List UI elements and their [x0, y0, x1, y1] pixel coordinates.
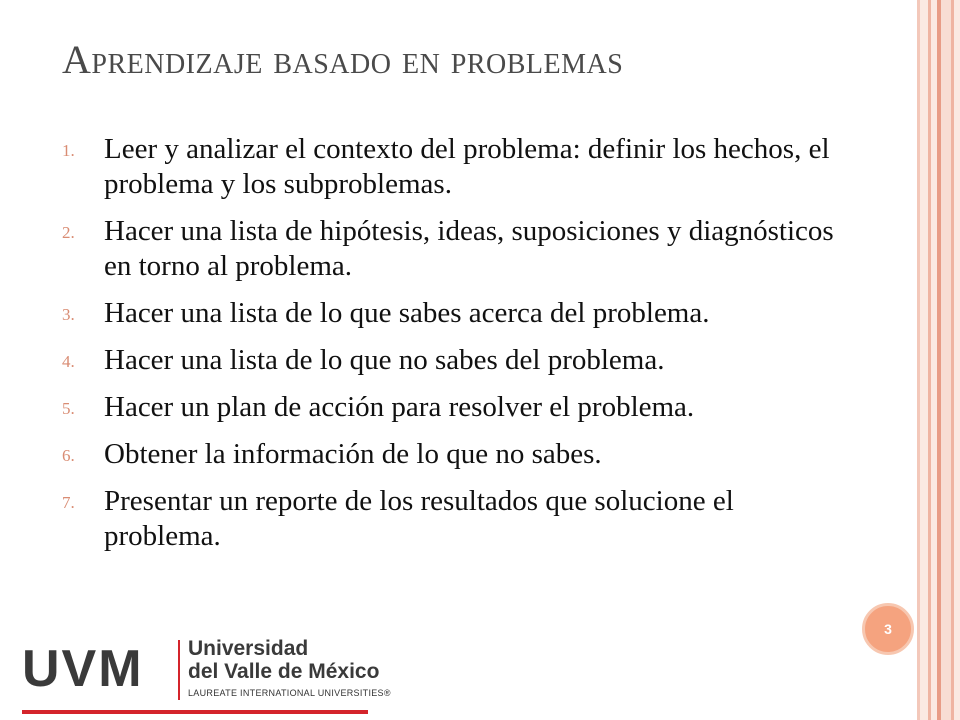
- step-number: 4.: [62, 352, 75, 371]
- list-item: [62, 132, 842, 202]
- list-item: [62, 343, 842, 378]
- step-text: Obtener la información de lo que no sabes.: [104, 438, 602, 470]
- step-text: Hacer una lista de lo que sabes acerca del problema.: [104, 297, 710, 329]
- step-number: 7.: [62, 493, 75, 512]
- step-number: 6.: [62, 446, 75, 465]
- decor-stripe: [941, 0, 951, 720]
- step-text: Presentar un reporte de los resultados que solucione el problema.: [104, 485, 734, 552]
- decor-stripe: [920, 0, 928, 720]
- logo-underline: [22, 710, 368, 714]
- logo-university-name: [188, 637, 379, 683]
- step-number: 3.: [62, 305, 75, 324]
- list-item: [62, 296, 842, 331]
- logo-name-line1: Universidad: [188, 637, 309, 660]
- logo-name-line2: del Valle de México: [188, 660, 380, 683]
- step-text: Hacer una lista de lo que no sabes del problema.: [104, 344, 665, 376]
- steps-list: [62, 132, 842, 566]
- step-number: 2.: [62, 223, 75, 242]
- step-number: 1.: [62, 141, 75, 160]
- page-number-badge: 3: [862, 603, 914, 655]
- logo-divider: [178, 640, 180, 700]
- list-item: [62, 214, 842, 284]
- logo-wordmark: UVM: [22, 640, 144, 698]
- step-text: Hacer una lista de hipótesis, ideas, suposiciones y diagnósticos en torno al problema.: [104, 215, 834, 282]
- uvm-logo: [22, 630, 422, 720]
- list-item: [62, 484, 842, 554]
- decor-stripe: [954, 0, 960, 720]
- list-item: [62, 390, 842, 425]
- list-item: [62, 437, 842, 472]
- step-number: 5.: [62, 399, 75, 418]
- step-text: Leer y analizar el contexto del problema: definir los hechos, el problema y los subproblemas.: [104, 133, 830, 200]
- step-text: Hacer un plan de acción para resolver el problema.: [104, 391, 695, 423]
- slide-title: Aprendizaje basado en problemas: [62, 37, 624, 82]
- logo-tagline: LAUREATE INTERNATIONAL UNIVERSITIES®: [188, 688, 391, 698]
